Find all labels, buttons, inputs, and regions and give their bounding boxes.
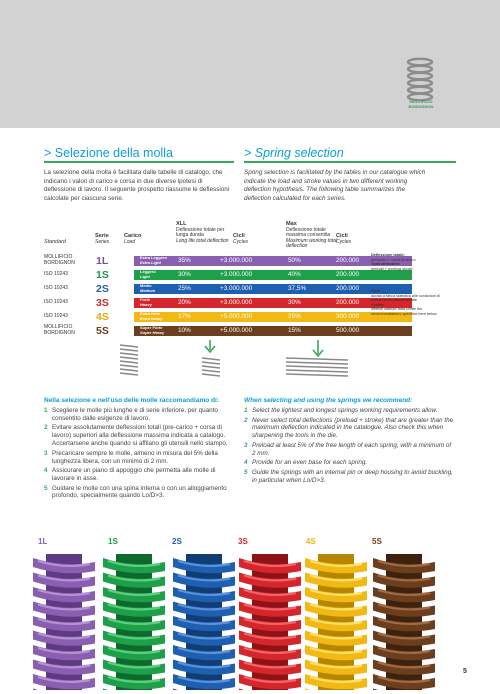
row-xll-cycles: +5.000.000 [220, 327, 253, 334]
row-max-deflection: 50% [288, 257, 301, 264]
row-xll-cycles: +3.000.000 [220, 257, 253, 264]
list-item: 2 Evitare assolutamente deflessioni totali (pre-carico + corsa di lavoro) superiori alla deflessione massima indicata a catalogo. Accertarsene anche quando si affilano gli utensili nello stampo. [44, 424, 228, 448]
row-max-cycles: 200.000 [336, 285, 360, 292]
coil-spring-icon [100, 550, 168, 690]
row-load-name: Super Forte Super Heavy [140, 325, 165, 335]
side-note-2-en-title: Cycles: [371, 302, 385, 307]
side-note-1-title: Deflessione totale: [371, 253, 405, 257]
table-row [44, 297, 366, 309]
row-load-name: Medio Medium [140, 283, 156, 293]
intro-italian: La selezione della molla è facilitata dalle tabelle di catalogo, che indicano i valori di carico e corsa in due diverse ipotesi di deflessione di lavoro. Il seguente prospetto riassume le deflessioni calcolate per ciascuna serie. [44, 169, 230, 202]
col-xll-en: Long life total deflection [176, 237, 229, 244]
col-cicli-2-it: Cicli [336, 233, 348, 239]
list-item: 1 Select the lightest and longest springs working requirements allow. [244, 407, 438, 414]
side-note-1-it: precarico + corsa di lavoro [371, 257, 416, 262]
arrow-down-icon [204, 340, 216, 354]
row-series-code: 5S [96, 325, 109, 337]
col-cycles-1-en: Cycles [233, 238, 249, 245]
col-carico-it: Carico [124, 233, 142, 239]
table-row [44, 255, 366, 267]
row-max-deflection: 15% [288, 327, 301, 334]
list-item: 5 Guide the springs with an internal pin or deep housing to avoid buckling, in particular when Lo/D>3. [244, 468, 453, 484]
recommendations-list-it [44, 407, 234, 502]
row-load-name: Forte Heavy [140, 297, 152, 307]
heading-english: > Spring selection [244, 146, 344, 160]
row-standard: ISO 10243 [44, 271, 68, 278]
row-xll-deflection: 35% [178, 257, 191, 264]
row-load-name: Extra forte Extra heavy [140, 311, 163, 321]
row-series-code: 3S [96, 297, 109, 309]
list-item: 4 Assicurare un piano di appoggio che permetta alle molle di lavorare in asse. [44, 467, 216, 483]
row-xll-cycles: +3.000.000 [220, 299, 253, 306]
spring-label: 1L [38, 537, 48, 546]
page-number: 5 [463, 668, 467, 675]
spring-max-icon [284, 356, 350, 378]
row-max-cycles: 300.000 [336, 313, 360, 320]
spring-label: 5S [372, 537, 382, 546]
row-color-band [134, 326, 412, 336]
heading-italian: > Selezione della molla [44, 146, 173, 160]
row-standard: ISO 10243 [44, 313, 68, 320]
side-note-1-en-title: Total deflection: [371, 262, 401, 267]
row-load-name: Extra Leggero Extra Light [140, 255, 167, 265]
col-cycles-2-en: Cycles [336, 238, 352, 245]
table-row [44, 269, 366, 281]
recommendations-list-en [244, 407, 456, 486]
spring-label: 2S [172, 537, 182, 546]
row-series-code: 1S [96, 269, 109, 281]
list-item: 4 Provide for an even base for each spring. [244, 459, 368, 467]
row-standard: ISO 10243 [44, 285, 68, 292]
coil-spring-icon [236, 550, 304, 690]
row-xll-deflection: 10% [178, 327, 191, 334]
spring-label: 1S [108, 537, 118, 546]
compressed-spring-icon [118, 342, 140, 376]
side-note-2-it: durata a fatica statistica alle condizioni di utilizzo sotto raccomandate [371, 293, 440, 303]
spring-label: 4S [306, 537, 316, 546]
side-note-2-title: Cicli: [371, 289, 381, 293]
side-note-cycles [371, 289, 441, 317]
coil-spring-icon [30, 550, 98, 690]
col-cicli-2 [336, 234, 351, 245]
row-max-deflection: 25% [288, 313, 301, 320]
list-item: 1 Scegliere le molle più lunghe e di serie inferiore, per quanto consentito dalle esigenze di lavoro. [44, 407, 218, 422]
col-cicli-1 [233, 234, 248, 245]
row-xll-cycles: +5.000.000 [220, 313, 253, 320]
row-series-code: 4S [96, 311, 109, 323]
row-xll-deflection: 20% [178, 299, 191, 306]
list-item: 2 Never select total deflections (preload + stroke) that are greater than the maximum deflection indicated in the catalogue. Also check this when sharpening the tools in the die. [244, 416, 454, 440]
row-xll-deflection: 30% [178, 271, 191, 278]
row-standard: MOLLIFICIO BORDIGNON [44, 324, 75, 336]
table-row [44, 311, 366, 323]
col-load-en: Load [124, 238, 136, 245]
row-max-cycles: 500.000 [336, 327, 360, 334]
row-max-deflection: 37,5% [288, 285, 307, 292]
col-carico [124, 234, 141, 245]
list-item: 3 Preload at least 5% of the free length of each spring, with a minimum of 2 mm. [244, 441, 452, 457]
col-max [286, 222, 342, 250]
col-cicli-1-it: Cicli [233, 233, 245, 239]
col-max-it: Deflessione totale massima consentita [286, 226, 331, 239]
list-item: 5 Guidare le molle con una spina interna o con un alloggiamento profondo, specialmente quando Lo/D>3. [44, 484, 227, 500]
col-serie [95, 234, 109, 245]
row-max-deflection: 40% [288, 271, 301, 278]
heading-rule-left [44, 161, 234, 163]
heading-rule-right [244, 161, 456, 163]
brand-logo-text: MOLLIFICIO BORDIGNON [408, 99, 434, 109]
row-max-cycles: 200.000 [336, 271, 360, 278]
row-series-code: 1L [96, 255, 109, 267]
table-row [44, 325, 366, 337]
row-color-band [134, 270, 412, 280]
row-xll-deflection: 25% [178, 285, 191, 292]
recommendations-title-it: Nella selezione e nell'uso delle molle raccomandiamo di: [44, 397, 219, 404]
recommendations-title-en: When selecting and using the springs we recommend: [244, 397, 413, 404]
coil-spring-icon [302, 550, 370, 690]
col-xll [176, 222, 230, 244]
coil-spring-icon [370, 550, 438, 690]
col-max-en: Maximum working total deflection [286, 237, 338, 250]
col-standard: Standard [44, 239, 66, 245]
row-max-deflection: 30% [288, 299, 301, 306]
row-xll-cycles: +3.000.000 [220, 285, 253, 292]
side-note-deflection [371, 253, 441, 271]
col-xll-it: Deflessione totale per lunga durata [176, 226, 225, 239]
col-max-title: Max [286, 221, 297, 227]
col-series-en: Series [95, 238, 110, 245]
row-standard: MOLLIFICIO BORDIGNON [44, 254, 75, 266]
row-xll-deflection: 17% [178, 313, 191, 320]
row-max-cycles: 200.000 [336, 299, 360, 306]
row-series-code: 2S [96, 283, 109, 295]
col-xll-title: XLL [176, 221, 187, 227]
spring-label: 3S [238, 537, 248, 546]
spring-xll-icon [200, 356, 222, 378]
intro-english: Spring selection is facilitated by the tables in our catalogue which indicate the load and stroke values in two different working deflection hypothesis. The following table summarizes the deflection calculated for each series. [244, 169, 426, 202]
coil-spring-icon [170, 550, 238, 690]
table-row [44, 283, 366, 295]
list-item: 3 Precaricare sempre le molle, almeno in misura del 5% della lunghezza libera, con un minimo di 2 mm. [44, 449, 218, 465]
row-load-name: Leggero Light [140, 269, 156, 279]
row-standard: ISO 10243 [44, 299, 68, 306]
col-serie-it: Serie [95, 233, 109, 239]
row-xll-cycles: +3.000.000 [220, 271, 253, 278]
side-note-2-en: lifetime statistic data under the recommendations specified here below [371, 307, 437, 316]
row-max-cycles: 200.000 [336, 257, 360, 264]
side-note-1-en: preload + working stroke [371, 266, 413, 271]
